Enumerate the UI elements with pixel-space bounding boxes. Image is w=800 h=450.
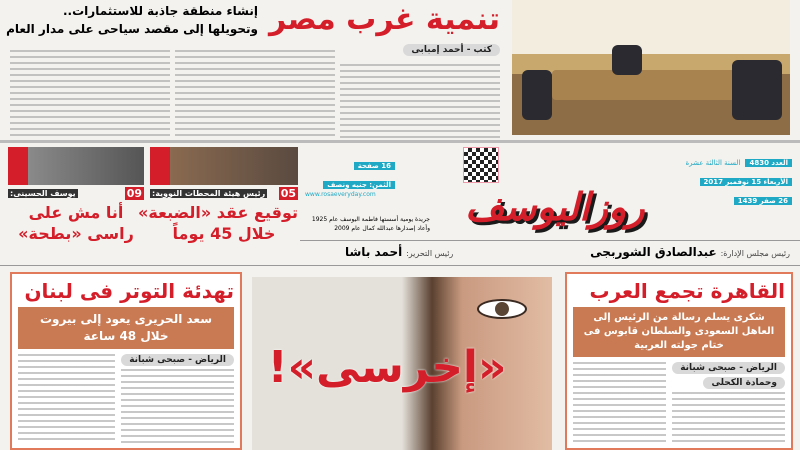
story-right[interactable] [565,272,793,450]
page-count: 16 صفحة [354,162,395,170]
teaser-photo [150,147,298,185]
text-column [10,50,170,138]
tagline [305,215,430,233]
page-number: 09 [126,187,142,200]
teaser-kicker: يوسف الحسينى: [10,189,76,198]
teaser-hosseiny[interactable] [8,147,144,263]
page-number: 05 [280,187,296,200]
story-byline: وحمادة الكحلى [703,377,785,389]
website-link[interactable]: www.rosaeveryday.com [305,191,376,198]
editor-credit [345,245,453,259]
text-column [18,354,115,444]
teaser-headline [138,202,298,244]
teaser-kicker-row [150,187,298,200]
price-info [305,153,395,198]
teaser-dabaa[interactable] [138,147,298,263]
photo-person [522,70,552,120]
story-byline: الرياض - صبحى شبانة [672,362,785,374]
subhead-line-1: إنشاء منطقة جاذبة للاستثمارات.. [63,4,258,18]
date: الأربعاء 15 نوفمبر 2017 [700,178,793,186]
photo-person [732,60,782,120]
photo-person [612,45,642,75]
teaser-headline [8,202,144,244]
text-column [672,392,785,444]
photo-table [552,70,752,100]
tagline-line: جريدة يومية أسستها فاطمة اليوسف عام 1925 [311,216,430,223]
meeting-photo[interactable] [512,0,790,135]
story-left[interactable] [10,272,242,450]
story-subhead: شكرى يسلم رسالة من الرئيس إلى العاهل السعودى والسلطان قابوس فى ختام جولته العربية [573,307,785,357]
headline-line: أنا مش على [28,203,124,222]
story-headline: القاهرة تجمع العرب [589,279,785,303]
text-column [573,362,666,444]
masthead [300,145,800,240]
center-photo[interactable] [252,277,552,450]
story-subhead: سعد الحريرى يعود إلى بيروت خلال 48 ساعة [18,307,234,349]
divider [0,140,800,143]
story-byline: الرياض - صبحى شبانة [121,354,234,366]
story-body [18,354,234,444]
top-subhead [8,2,258,38]
eye-icon [477,299,527,319]
byline-stack [672,362,785,444]
center-headline: «إخرسى»! [267,342,507,393]
issue-info [680,150,792,207]
logo[interactable] [435,183,675,235]
headline-line: راسى «بطحة» [18,224,134,243]
chairman-credit [590,245,790,259]
story-headline: تهدئة التوتر فى لبنان [24,279,234,303]
teaser-kicker-row [8,187,144,200]
year: السنة الثالثة عشرة [685,159,741,167]
subhead-line-2: وتحويلها إلى مقصد سياحى على مدار العام [6,22,258,36]
headline-line: خلال 45 يوماً [172,224,276,243]
text-column [175,50,335,138]
divider [300,240,800,241]
tagline-line: وأعاد إصدارها عبدالله كمال عام 2009 [334,225,430,232]
chairman-name: عبدالصادق الشوربجى [590,245,717,259]
issue-number: العدد 4830 [745,159,792,167]
story-body [573,362,785,444]
editor-label: رئيس التحرير: [406,249,454,258]
teaser-kicker: رئيس هيئة المحطات النووية: [152,189,266,198]
byline-stack [121,354,234,444]
qr-code [463,147,499,183]
top-byline: كتب - أحمد إمبابى [403,44,500,56]
hijri-date: 26 صفر 1439 [734,197,792,205]
headline-line: توقيع عقد «الضبعة» [138,203,298,222]
teaser-photo [8,147,144,185]
price: الثمن: جنيه ونصف [323,181,395,189]
divider [0,265,800,266]
text-column [121,369,234,444]
top-headline[interactable]: تنمية غرب مصر [268,2,500,37]
logo-text: روزاليوسف [465,185,645,229]
editor-name: أحمد باشا [345,245,403,259]
chairman-label: رئيس مجلس الإدارة: [720,249,790,258]
text-column [340,64,500,138]
